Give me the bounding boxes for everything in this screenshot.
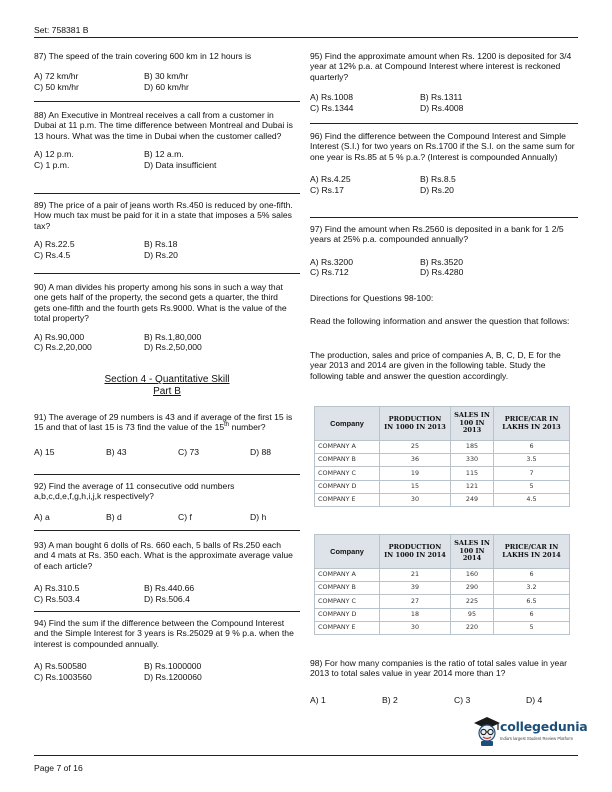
sales-cell: 225 — [451, 595, 494, 608]
q94-option-c: C) Rs.1003560 — [34, 671, 92, 682]
production-cell: 19 — [380, 467, 451, 480]
q92-option-c: C) f — [178, 511, 192, 522]
question-87-text: 87) The speed of the train covering 600 km in 12 hours is — [34, 51, 252, 61]
sales-cell: 290 — [451, 582, 494, 595]
q91-option-b: B) 43 — [106, 446, 127, 457]
question-96-text: 96) Find the difference between the Compound Interest and Simple Interest (S.I.) for two years on Rs.1700 if the S.I. on the same sum for one year is Rs.85 at 5 % p.a.? (Interest is compounded Annually) — [310, 131, 575, 162]
production-cell: 27 — [380, 595, 451, 608]
price-cell: 7 — [494, 467, 570, 480]
table-2013 — [314, 406, 570, 507]
q93-option-d: D) Rs.506.4 — [144, 593, 190, 604]
table-2014 — [314, 534, 570, 635]
q91-option-d: D) 88 — [250, 446, 272, 457]
production-cell: 30 — [380, 621, 451, 634]
question-91-ordinal: 15 — [214, 422, 225, 433]
question-97 — [310, 224, 578, 278]
divider — [34, 611, 300, 612]
table-2013-header-price: PRICE/CAR IN LAKHS IN 2013 — [494, 407, 570, 441]
question-96 — [310, 131, 578, 195]
table-row — [315, 621, 570, 634]
question-92 — [34, 481, 296, 522]
brand-name: collegedunia — [500, 719, 588, 734]
header-rule — [34, 37, 578, 38]
question-95 — [310, 51, 578, 113]
q89-option-d: D) Rs.20 — [144, 249, 178, 260]
q90-option-c: C) Rs.2,20,000 — [34, 342, 92, 353]
production-cell: 30 — [380, 493, 451, 506]
divider — [310, 123, 578, 124]
production-cell: 39 — [380, 582, 451, 595]
brand-logo — [470, 714, 588, 748]
price-cell: 6 — [494, 608, 570, 621]
table-2014-header-company: Company — [315, 535, 380, 569]
q98-option-c: C) 3 — [454, 694, 471, 705]
divider — [34, 101, 300, 102]
q95-option-b: B) Rs.1311 — [420, 92, 463, 103]
divider — [34, 193, 300, 194]
q88-option-c: C) 1 p.m. — [34, 159, 70, 170]
q96-option-d: D) Rs.20 — [420, 184, 454, 195]
question-91-tail: number? — [229, 422, 266, 433]
sales-cell: 330 — [451, 454, 494, 467]
sales-cell: 95 — [451, 608, 494, 621]
table-2013-header-company: Company — [315, 407, 380, 441]
q95-option-d: D) Rs.4008 — [420, 102, 464, 113]
price-cell: 4.5 — [494, 493, 570, 506]
price-cell: 3.5 — [494, 454, 570, 467]
q88-option-a: A) 12 p.m. — [34, 149, 74, 160]
question-91-text: 91) The average of 29 numbers is 43 and if average of the first 15 is 15 and that of last 15 is 73 find the value of the — [34, 412, 293, 433]
production-cell: 15 — [380, 480, 451, 493]
company-cell: COMPANY E — [315, 621, 380, 634]
divider — [34, 273, 300, 274]
q96-option-c: C) Rs.17 — [310, 184, 344, 195]
question-90-text: 90) A man divides his property among his sons in such a way that one gets half of the property, the second gets a quarter, the third gets one-fifth and the fourth gets Rs.9000. What is the value of the total property? — [34, 282, 287, 324]
price-cell: 5 — [494, 621, 570, 634]
sales-cell: 160 — [451, 569, 494, 582]
production-cell: 18 — [380, 608, 451, 621]
q97-option-a: A) Rs.3200 — [310, 256, 353, 267]
section-part: Part B — [153, 386, 181, 397]
question-91 — [34, 412, 296, 457]
question-98 — [310, 658, 578, 705]
q89-option-c: C) Rs.4.5 — [34, 249, 71, 260]
table-row — [315, 441, 570, 454]
divider — [34, 530, 300, 531]
table-row — [315, 569, 570, 582]
table-row — [315, 480, 570, 493]
page-number: Page 7 of 16 — [34, 763, 83, 773]
instruction: Read the following information and answer the question that follows: — [310, 316, 570, 326]
production-cell: 25 — [380, 441, 451, 454]
q94-option-b: B) Rs.1000000 — [144, 661, 202, 672]
question-98-text: 98) For how many companies is the ratio of total sales value in year 2013 to total sales value in year 2014 more than 1? — [310, 658, 567, 679]
question-97-text: 97) Find the amount when Rs.2560 is deposited in a bank for 1 2/5 years at 25% p.a. compounded annually? — [310, 224, 564, 245]
production-cell: 36 — [380, 454, 451, 467]
table-2014-header-price: PRICE/CAR IN LAKHS IN 2014 — [494, 535, 570, 569]
price-cell: 6 — [494, 441, 570, 454]
company-cell: COMPANY C — [315, 467, 380, 480]
q94-option-d: D) Rs.1200060 — [144, 671, 202, 682]
sales-cell: 185 — [451, 441, 494, 454]
q88-option-b: B) 12 a.m. — [144, 149, 184, 160]
q98-option-b: B) 2 — [382, 694, 398, 705]
q92-option-d: D) h — [250, 511, 267, 522]
q96-option-b: B) Rs.8.5 — [420, 174, 456, 185]
question-92-text: 92) Find the average of 11 consecutive odd numbers a,b,c,d,e,f,g,h,i,j,k respectively? — [34, 481, 235, 502]
set-label: Set: 758381 B — [34, 25, 89, 35]
q87-option-d: D) 60 km/hr — [144, 81, 189, 92]
q88-option-d: D) Data insufficient — [144, 159, 217, 170]
sales-cell: 220 — [451, 621, 494, 634]
q97-option-d: D) Rs.4280 — [420, 267, 464, 278]
question-94 — [34, 618, 296, 682]
brand-tagline: India's largest Student Review Platform — [500, 736, 573, 741]
company-cell: COMPANY D — [315, 480, 380, 493]
q93-option-c: C) Rs.503.4 — [34, 593, 80, 604]
question-90 — [34, 282, 296, 352]
question-88 — [34, 110, 296, 170]
table-row — [315, 493, 570, 506]
price-cell: 6 — [494, 569, 570, 582]
q87-option-a: A) 72 km/hr — [34, 71, 79, 82]
company-cell: COMPANY E — [315, 493, 380, 506]
question-89-text: 89) The price of a pair of jeans worth Rs.450 is reduced by one-fifth. How much tax must be paid for it in a state that imposes a 5% sales tax? — [34, 200, 293, 231]
table-row — [315, 582, 570, 595]
q93-option-b: B) Rs.440.66 — [144, 583, 195, 594]
q89-option-b: B) Rs.18 — [144, 239, 178, 250]
q95-option-a: A) Rs.1008 — [310, 92, 353, 103]
q90-option-a: A) Rs.90,000 — [34, 331, 85, 342]
directions: Directions for Questions 98-100: — [310, 293, 434, 303]
q94-option-a: A) Rs.500580 — [34, 661, 87, 672]
question-93 — [34, 540, 296, 604]
question-91-sup: th — [224, 422, 230, 429]
q87-option-b: B) 30 km/hr — [144, 71, 189, 82]
question-94-text: 94) Find the sum if the difference between the Compound Interest and the Simple Interest for 3 years is Rs.25029 at 9 % p.a. when the interest is compounded annually. — [34, 618, 294, 649]
sales-cell: 121 — [451, 480, 494, 493]
sales-cell: 115 — [451, 467, 494, 480]
q91-option-a: A) 15 — [34, 446, 55, 457]
footer-rule — [34, 755, 578, 756]
q96-option-a: A) Rs.4.25 — [310, 174, 351, 185]
table-2014-header-production: PRODUCTION IN 1000 IN 2014 — [380, 535, 451, 569]
question-93-text: 93) A man bought 6 dolls of Rs. 660 each, 5 balls of Rs.250 each and 4 mats at Rs. 350 each. What is the approximate average value of each article? — [34, 540, 293, 571]
question-88-text: 88) An Executive in Montreal receives a call from a customer in Dubai at 11 p.m. The time difference between Montreal and Dubai is 13 hours. What was the time in Dubai when the customer called? — [34, 110, 293, 141]
company-cell: COMPANY B — [315, 454, 380, 467]
q90-option-b: B) Rs.1,80,000 — [144, 331, 202, 342]
table-2013-header-sales: SALES IN 100 IN 2013 — [451, 407, 494, 441]
table-intro: The production, sales and price of companies A, B, C, D, E for the year 2013 and 2014 are given in the following table. Study the following table and answer the question accordingly. — [310, 350, 561, 381]
production-cell: 21 — [380, 569, 451, 582]
question-89 — [34, 200, 296, 260]
table-row — [315, 595, 570, 608]
q90-option-d: D) Rs.2,50,000 — [144, 342, 202, 353]
question-87 — [34, 51, 296, 92]
q89-option-a: A) Rs.22.5 — [34, 239, 75, 250]
q97-option-b: B) Rs.3520 — [420, 256, 463, 267]
company-cell: COMPANY D — [315, 608, 380, 621]
q87-option-c: C) 50 km/hr — [34, 81, 79, 92]
price-cell: 5 — [494, 480, 570, 493]
table-2013-header-production: PRODUCTION IN 1000 IN 2013 — [380, 407, 451, 441]
q92-option-b: B) d — [106, 511, 122, 522]
q92-option-a: A) a — [34, 511, 50, 522]
sales-cell: 249 — [451, 493, 494, 506]
price-cell: 3.2 — [494, 582, 570, 595]
company-cell: COMPANY A — [315, 569, 380, 582]
section-title: Section 4 - Quantitative Skill — [104, 374, 230, 385]
q98-option-a: A) 1 — [310, 694, 326, 705]
divider — [34, 474, 300, 475]
table-row — [315, 467, 570, 480]
table-row — [315, 454, 570, 467]
q91-option-c: C) 73 — [178, 446, 200, 457]
table-2014-header-sales: SALES IN 100 IN 2014 — [451, 535, 494, 569]
q93-option-a: A) Rs.310.5 — [34, 583, 80, 594]
q97-option-c: C) Rs.712 — [310, 267, 349, 278]
price-cell: 6.5 — [494, 595, 570, 608]
question-95-text: 95) Find the approximate amount when Rs. 1200 is deposited for 3/4 year at 12% p.a. at Compound Interest where interest is reckoned quarterly? — [310, 51, 572, 82]
q95-option-c: C) Rs.1344 — [310, 102, 354, 113]
section-heading — [34, 374, 300, 398]
table-row — [315, 608, 570, 621]
company-cell: COMPANY C — [315, 595, 380, 608]
company-cell: COMPANY B — [315, 582, 380, 595]
divider — [310, 217, 578, 218]
graduate-mascot-icon — [470, 714, 504, 748]
q98-option-d: D) 4 — [526, 694, 543, 705]
company-cell: COMPANY A — [315, 441, 380, 454]
